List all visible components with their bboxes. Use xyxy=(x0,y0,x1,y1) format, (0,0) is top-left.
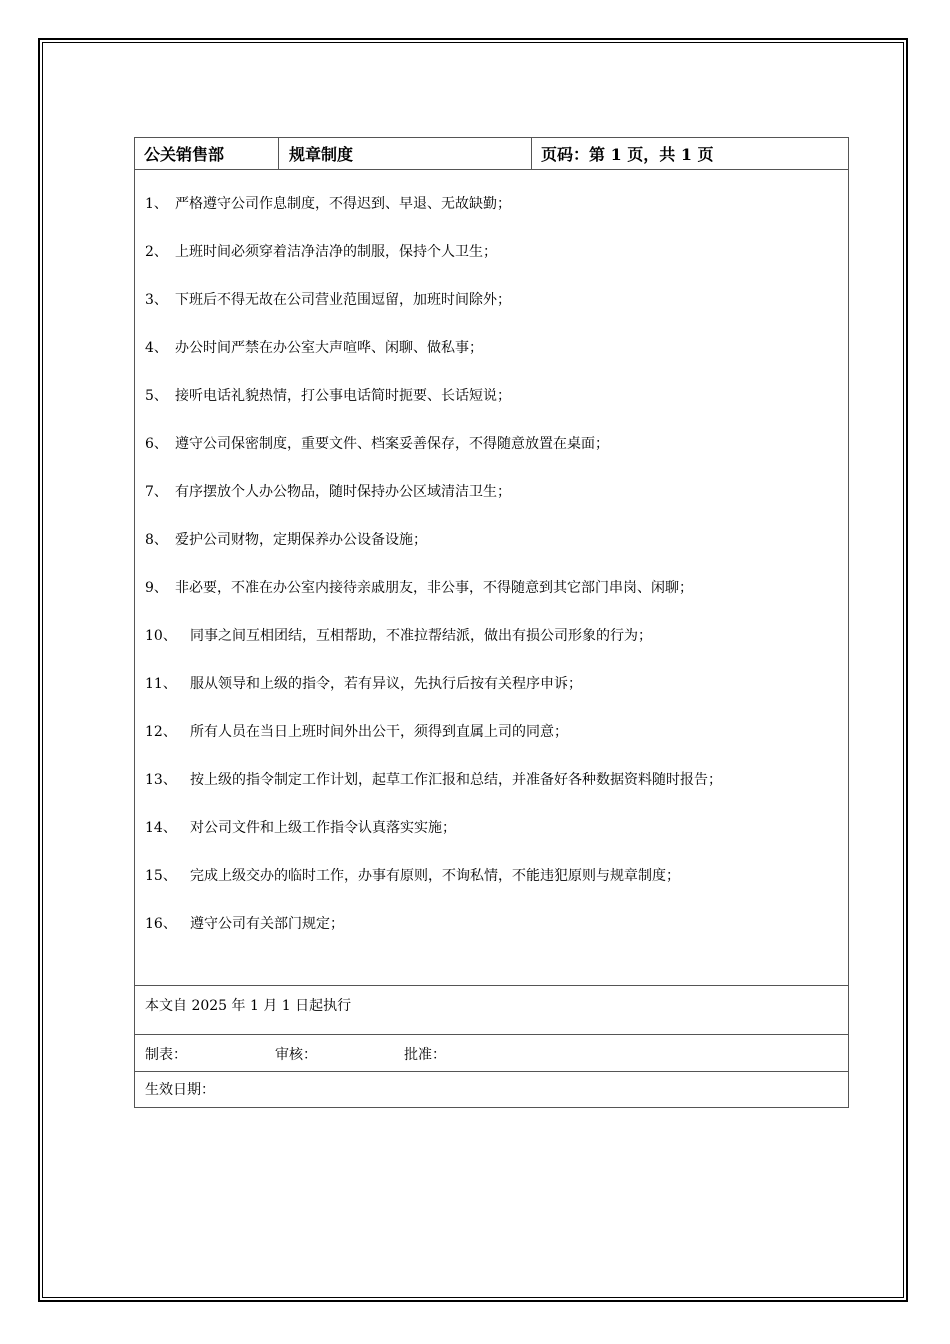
rule-item xyxy=(145,626,652,646)
rule-number: 11、 xyxy=(145,676,177,692)
rule-number: 7、 xyxy=(145,484,168,500)
rule-text: 爱护公司财物，定期保养办公设备设施； xyxy=(175,532,427,548)
rule-item xyxy=(145,482,511,502)
rule-item xyxy=(145,578,693,598)
rule-text: 遵守公司有关部门规定； xyxy=(190,916,344,932)
rule-text: 接听电话礼貌热情，打公事电话简时扼要、长话短说； xyxy=(175,388,511,404)
effective-date-label: 生效日期： xyxy=(145,1082,215,1098)
department-name: 公关销售部 xyxy=(135,138,279,170)
rule-item xyxy=(145,722,568,742)
effective-note-row xyxy=(135,985,848,1034)
rule-text: 上班时间必须穿着洁净洁净的制服，保持个人卫生； xyxy=(175,244,497,260)
rule-text: 所有人员在当日上班时间外出公干，须得到直属上司的同意； xyxy=(190,724,568,740)
rule-item xyxy=(145,386,511,406)
rule-item xyxy=(145,338,483,358)
rule-number: 4、 xyxy=(145,340,168,356)
rule-item xyxy=(145,290,511,310)
rule-text: 有序摆放个人办公物品，随时保持办公区域清洁卫生； xyxy=(175,484,511,500)
rule-number: 6、 xyxy=(145,436,168,452)
rule-text: 同事之间互相团结，互相帮助，不准拉帮结派，做出有损公司形象的行为； xyxy=(190,628,652,644)
rule-item xyxy=(145,770,722,790)
regulation-document xyxy=(134,137,849,1108)
document-header xyxy=(135,138,848,170)
rule-number: 5、 xyxy=(145,388,168,404)
page-number: 页码：第 1 页，共 1 页 xyxy=(541,145,714,164)
rule-number: 15、 xyxy=(145,868,177,884)
rule-text: 遵守公司保密制度，重要文件、档案妥善保存，不得随意放置在桌面； xyxy=(175,436,609,452)
rule-number: 12、 xyxy=(145,724,177,740)
rule-text: 完成上级交办的临时工作，办事有原则，不询私情，不能违犯原则与规章制度； xyxy=(190,868,680,884)
reviewed-by-label: 审核： xyxy=(275,1047,317,1063)
rule-number: 9、 xyxy=(145,580,168,596)
rule-text: 办公时间严禁在办公室大声喧哗、闲聊、做私事； xyxy=(175,340,483,356)
rule-item xyxy=(145,674,582,694)
rule-item xyxy=(145,530,427,550)
document-type: 规章制度 xyxy=(279,138,532,170)
approved-by-label: 批准： xyxy=(404,1047,446,1063)
rule-text: 对公司文件和上级工作指令认真落实实施； xyxy=(190,820,456,836)
rule-text: 下班后不得无故在公司营业范围逗留，加班时间除外； xyxy=(175,292,511,308)
rule-item xyxy=(145,242,497,262)
rule-text: 按上级的指令制定工作计划，起草工作汇报和总结，并准备好各种数据资料随时报告； xyxy=(190,772,722,788)
rule-number: 8、 xyxy=(145,532,168,548)
rule-item xyxy=(145,194,511,214)
rule-number: 1、 xyxy=(145,196,168,212)
rule-number: 16、 xyxy=(145,916,177,932)
signoff-row xyxy=(135,1034,848,1071)
rule-text: 非必要，不准在办公室内接待亲戚朋友，非公事，不得随意到其它部门串岗、闲聊； xyxy=(175,580,693,596)
rule-number: 2、 xyxy=(145,244,168,260)
rule-item xyxy=(145,434,609,454)
effective-date-row xyxy=(135,1071,848,1107)
rule-text: 服从领导和上级的指令，若有异议，先执行后按有关程序申诉； xyxy=(190,676,582,692)
rule-number: 10、 xyxy=(145,628,177,644)
rule-number: 13、 xyxy=(145,772,177,788)
rule-number: 14、 xyxy=(145,820,177,836)
rules-list xyxy=(135,170,848,985)
prepared-by-label: 制表： xyxy=(145,1047,187,1063)
rule-item xyxy=(145,914,344,934)
rule-item xyxy=(145,818,456,838)
rule-item xyxy=(145,866,680,886)
rule-text: 严格遵守公司作息制度，不得迟到、早退、无故缺勤； xyxy=(175,196,511,212)
rule-number: 3、 xyxy=(145,292,168,308)
effective-note: 本文自 2025 年 1 月 1 日起执行 xyxy=(145,998,352,1014)
